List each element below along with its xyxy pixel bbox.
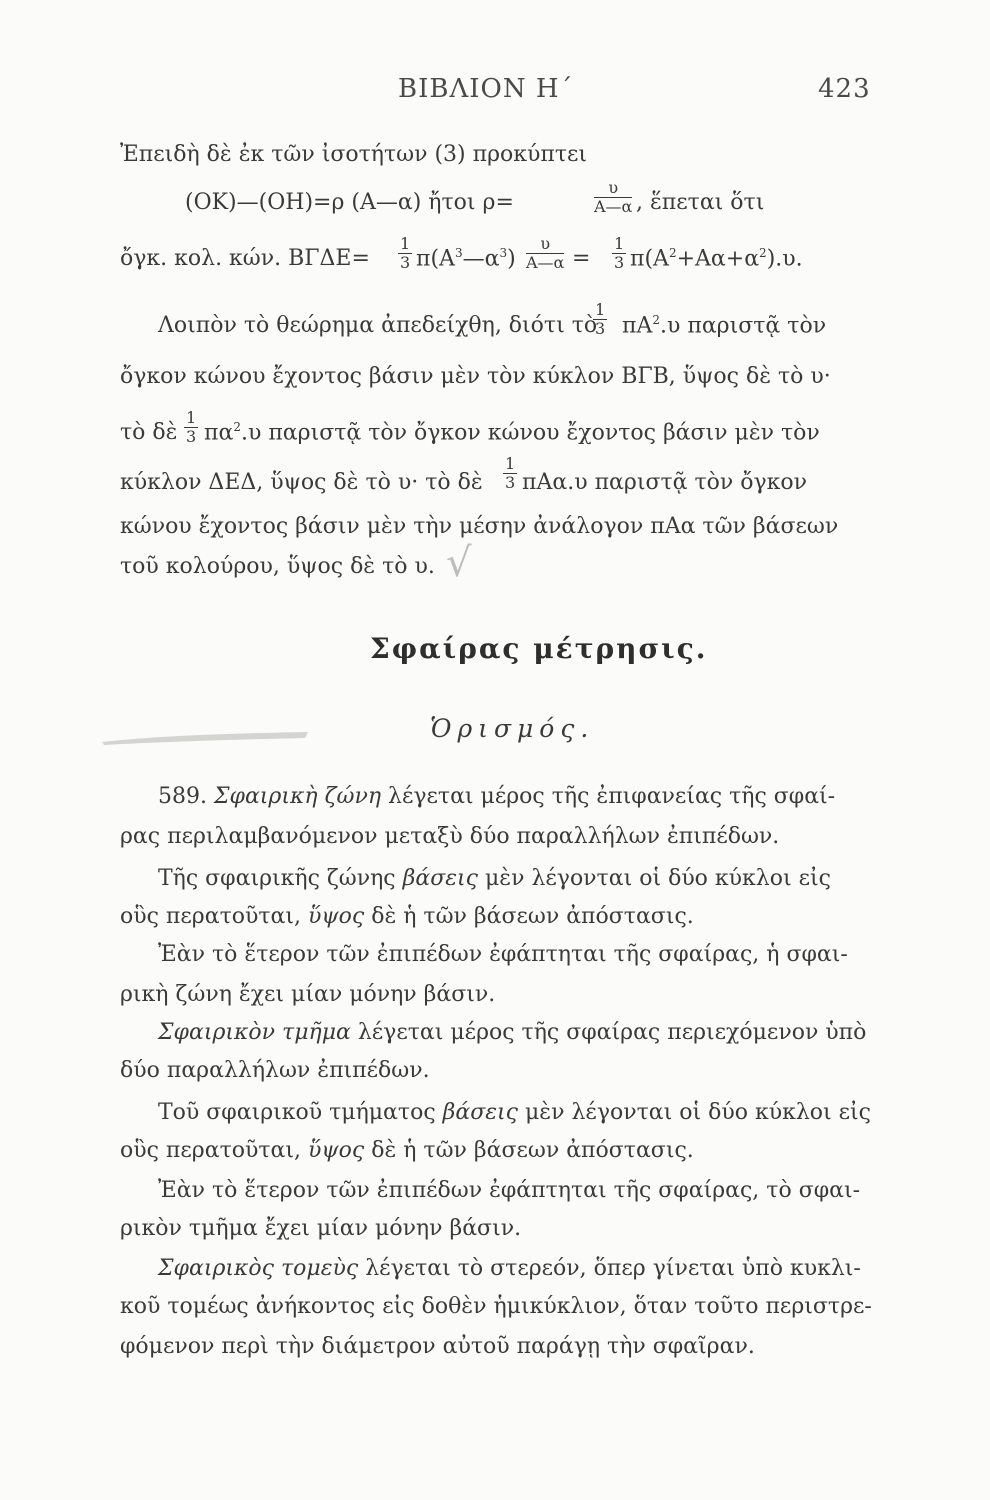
proof-fraction-3 [503,456,517,491]
defined-term: Σφαιρικὸς τομεὺς [158,1256,359,1281]
fraction-numerator: 1 [614,234,625,253]
eq2-part: ) [507,246,516,272]
definition-text: μὲν λέγονται οἱ δύο κύκλοι εἰς [518,1100,871,1125]
proof-part: πα [204,420,234,446]
eq2-part: π(Α [630,246,669,272]
fraction-numerator: 1 [505,454,516,473]
proof-line-5: κώνου ἔχοντος βάσιν μὲν τὴν μέσην ἀνάλογον πΑα τῶν βάσεων [120,514,839,539]
section-subtitle: Ὁρισμός. [430,714,595,743]
exponent: 3 [499,246,508,260]
proof-part: πΑ [622,313,653,339]
proof-line-3a: τὸ δὲ [120,420,178,445]
proof-fraction-1 [593,302,607,337]
eq2-body-1 [416,246,516,271]
fraction-numerator: 1 [186,408,197,427]
eq1-left: (ΟΚ)—(ΟΗ)=ρ (Α—α) ἤτοι ρ= [185,190,514,215]
paragraph-589-line-1 [158,784,835,809]
eq2-fraction-1 [398,236,412,271]
eq2-equals: = [572,246,591,271]
fraction-numerator: υ [594,180,632,198]
eq1-right: , ἕπεται ὅτι [636,190,765,215]
fraction-numerator: υ [526,236,564,254]
fraction-numerator: 1 [595,300,606,319]
defined-term: βάσεις [442,1100,519,1125]
exponent: 2 [759,246,767,260]
defined-term: ὕψος [308,904,365,929]
proof-line-2: ὄγκον κώνου ἔχοντος βάσιν μὲν τὸν κύκλον ΒΓΒ, ὕψος δὲ τὸ υ· [120,364,831,389]
defined-term: ὕψος [308,1138,365,1163]
zone-tangent-line-1: Ἐὰν τὸ ἕτερον τῶν ἐπιπέδων ἐφάπτηται τῆς σφαίρας, ἡ σφαι- [158,942,848,967]
eq2-part: —α [462,246,500,272]
pencil-tick-mark: √ [446,540,472,586]
definition-text: οὓς περατοῦται, [120,904,309,929]
eq2-part: +Αα+α [676,246,760,272]
zone-tangent-line-2: ρικὴ ζώνη ἔχει μίαν μόνην βάσιν. [120,982,496,1007]
eq2-prefix: ὄγκ. κολ. κών. ΒΓΔΕ= [120,246,370,271]
derivation-intro: Ἐπειδὴ δὲ ἐκ τῶν ἰσοτήτων (3) προκύπτει [120,142,588,167]
definition-text: λέγεται τὸ στερεόν, ὅπερ γίνεται ὑπὸ κυκλι- [358,1256,861,1281]
eq2-body-2 [630,246,803,271]
fraction-denominator: Α—α [526,253,565,272]
fraction-numerator: 1 [400,234,411,253]
exponent: 3 [454,246,463,260]
proof-line-4b: πΑα.υ παριστᾷ τὸν ὄγκον [522,470,808,495]
defined-term: Σφαιρικὴ ζώνη [213,784,382,809]
exponent: 2 [668,246,677,260]
segment-definition-line-1 [158,1020,866,1045]
segment-tangent-line-1: Ἐὰν τὸ ἕτερον τῶν ἐπιπέδων ἐφάπτηται τῆς σφαίρας, τὸ σφαι- [158,1178,861,1203]
equation-1 [185,190,514,215]
sector-definition-line-2: κοῦ τομέως ἀνήκοντος εἰς δοθὲν ἡμικύκλιον, ὅταν τοῦτο περιστρε- [120,1294,872,1319]
proof-line-6: τοῦ κολούρου, ὕψος δὲ τὸ υ. [120,554,435,579]
segment-definition-line-2: δύο παραλλήλων ἐπιπέδων. [120,1058,430,1083]
proof-part: .υ παριστᾷ τὸν [660,313,827,339]
definition-text: οὓς περατοῦται, [120,1138,309,1163]
proof-fraction-2 [184,410,198,445]
proof-line-1a: Λοιπὸν τὸ θεώρημα ἀπεδείχθη, διότι τὸ [158,313,598,338]
zone-height-line [120,904,694,929]
defined-term: βάσεις [402,866,478,891]
definition-text: λέγεται μέρος τῆς σφαίρας περιεχόμενον ὑπὸ [350,1020,867,1045]
eq2-fraction-2 [526,236,564,271]
sector-definition-line-1 [158,1256,861,1281]
proof-line-1b [622,313,826,338]
proof-line-3b [204,420,820,445]
segment-tangent-line-2: ρικὸν τμῆμα ἔχει μίαν μόνην βάσιν. [120,1216,522,1241]
defined-term: Σφαιρικὸν τμῆμα [158,1020,351,1045]
fraction-denominator: Α—α [594,197,633,216]
fraction-denominator: 3 [614,253,625,272]
definition-text: Τῆς σφαιρικῆς ζώνης [158,866,403,891]
page-number: 423 [818,74,871,104]
paragraph-number: 589. [158,784,207,809]
exponent: 2 [652,313,660,327]
segment-bases-line [158,1100,871,1125]
running-header-title: ΒΙΒΛΙΟΝ Η΄ [398,74,574,104]
eq2-fraction-3 [612,236,626,271]
fraction-denominator: 3 [400,253,411,272]
eq2-part: π(Α [416,246,455,272]
sector-definition-line-3: φόμενον περὶ τὴν διάμετρον αὐτοῦ παράγῃ τὴν σφαῖραν. [120,1334,755,1359]
segment-height-line [120,1138,694,1163]
definition-text: δὲ ἡ τῶν βάσεων ἀπόστασις. [364,1138,694,1163]
proof-part: .υ παριστᾷ τὸν ὄγκον κώνου ἔχοντος βάσιν μὲν τὸν [240,420,820,446]
fraction-denominator: 3 [505,473,516,492]
paragraph-589-line-2: ρας περιλαμβανόμενον μεταξὺ δύο παραλλήλων ἐπιπέδων. [120,824,780,849]
fraction-denominator: 3 [186,427,197,446]
proof-line-4a: κύκλον ΔΕΔ, ὕψος δὲ τὸ υ· τὸ δὲ [120,470,483,495]
eq1-fraction [594,180,632,215]
ink-smudge [100,730,310,746]
section-title: Σφαίρας μέτρησις. [370,632,708,665]
fraction-denominator: 3 [595,319,606,338]
definition-text: λέγεται μέρος τῆς ἐπιφανείας τῆς σφαί- [381,784,836,809]
definition-text: μὲν λέγονται οἱ δύο κύκλοι εἰς [477,866,831,891]
eq2-part: ).υ. [766,246,803,272]
definition-text: δὲ ἡ τῶν βάσεων ἀπόστασις. [364,904,694,929]
zone-bases-line [158,866,831,891]
exponent: 2 [233,420,241,434]
definition-text: Τοῦ σφαιρικοῦ τμήματος [158,1100,443,1125]
